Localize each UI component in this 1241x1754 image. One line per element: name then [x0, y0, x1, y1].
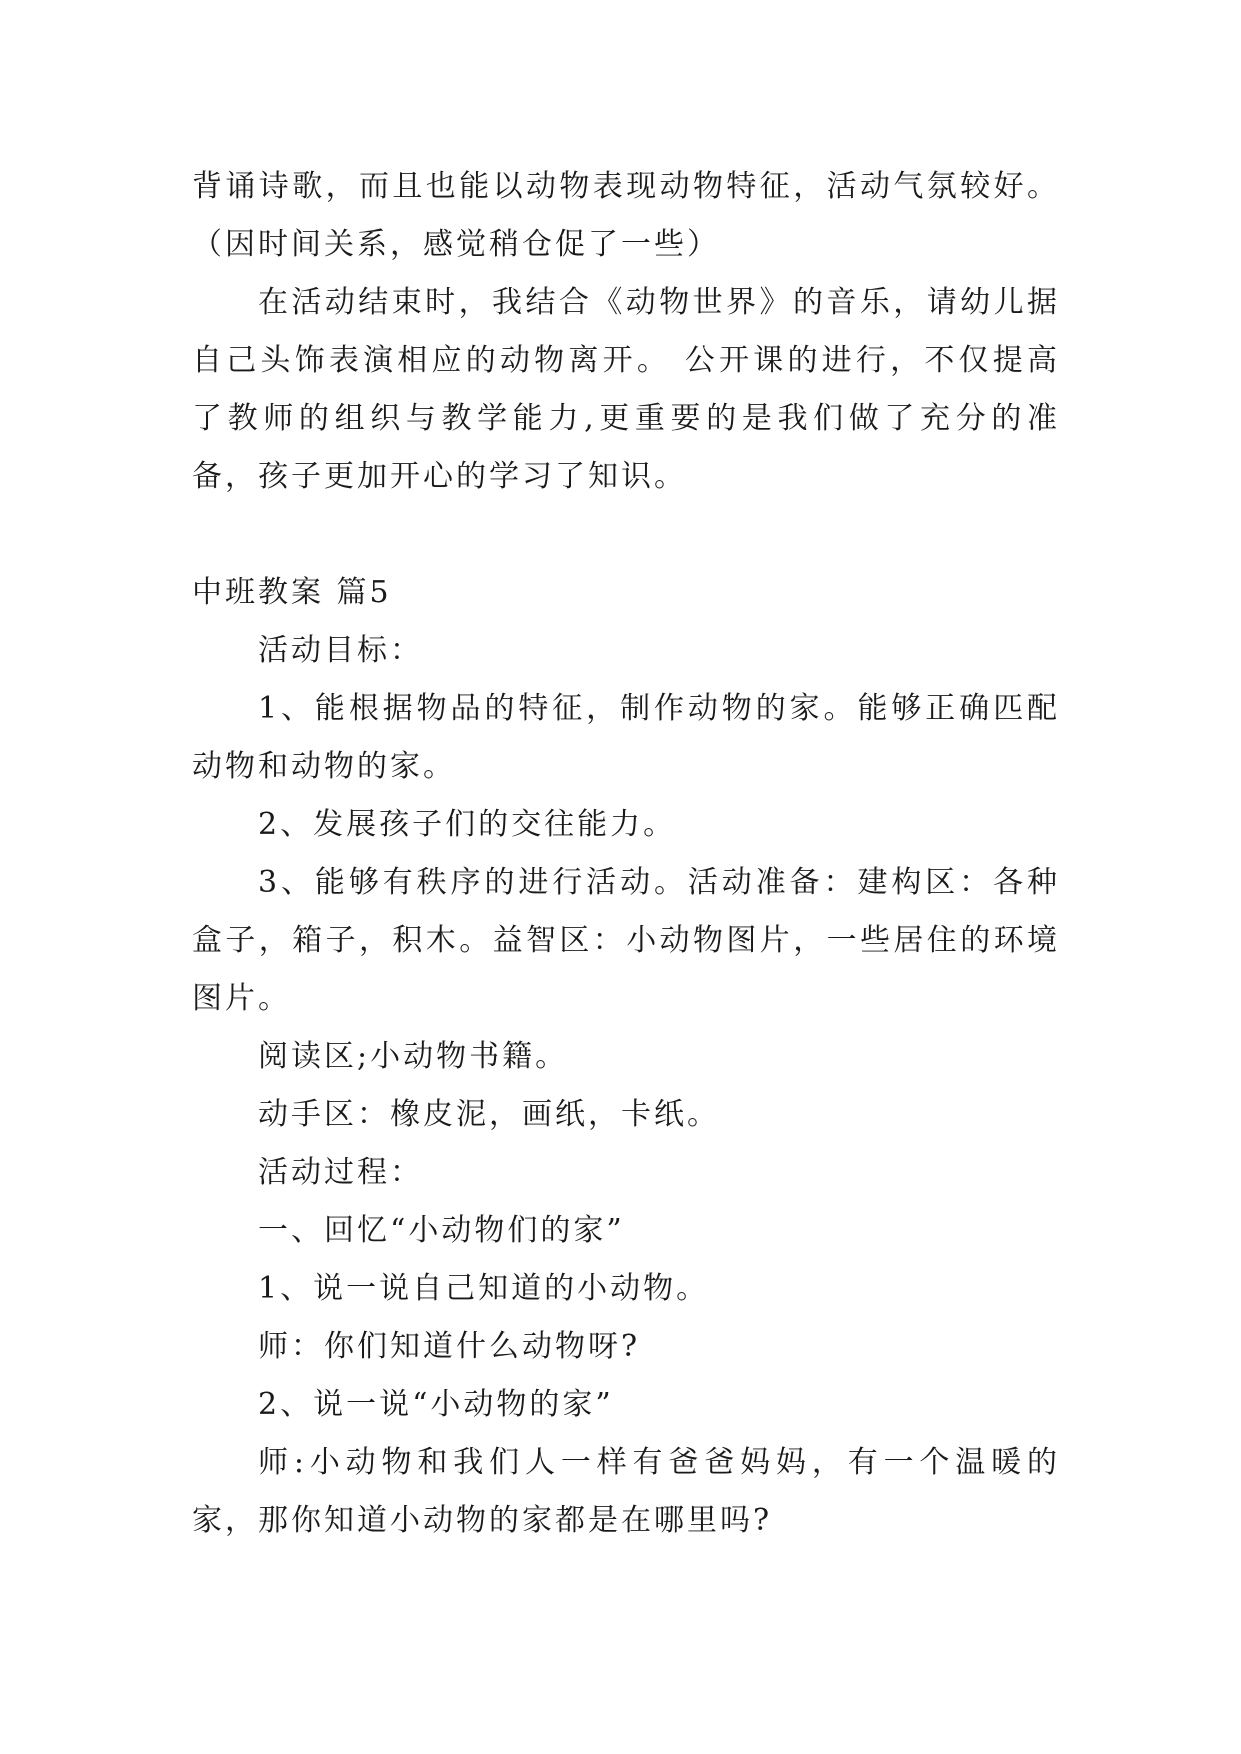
paragraph-teacher-question-2: 师:小动物和我们人一样有爸爸妈妈，有一个温暖的家，那你知道小动物的家都是在哪里吗? [192, 1445, 1060, 1538]
paragraph-goal-2: 2、发展孩子们的交往能力。 [258, 807, 677, 842]
paragraph-goal-3: 3、能够有秩序的进行活动。活动准备：建构区：各种盒子，箱子，积木。益智区：小动物图片，一些居住的环境图片。 [192, 865, 1060, 1016]
paragraph-continuation: 背诵诗歌，而且也能以动物表现动物特征，活动气氛较好。（因时间关系，感觉稍仓促了一些） [192, 169, 1060, 262]
paragraph-craft-area: 动手区：橡皮泥，画纸，卡纸。 [258, 1097, 720, 1132]
section-spacer [192, 506, 1060, 564]
section-title: 中班教案 篇5 [192, 575, 392, 610]
paragraph-process-heading: 活动过程： [258, 1155, 423, 1190]
paragraph-reading-area: 阅读区;小动物书籍。 [258, 1039, 569, 1074]
paragraph-goals-heading: 活动目标： [258, 633, 423, 668]
paragraph-teacher-question-1: 师：你们知道什么动物呀? [258, 1329, 641, 1364]
paragraph-step-1: 一、回忆“小动物们的家” [258, 1213, 625, 1248]
paragraph-goal-1: 1、能根据物品的特征，制作动物的家。能够正确匹配动物和动物的家。 [192, 691, 1060, 784]
paragraph-activity-end: 在活动结束时，我结合《动物世界》的音乐，请幼儿据自己头饰表演相应的动物离开。 公开课的进行，不仅提高了教师的组织与教学能力,更重要的是我们做了充分的准备，孩子更加开心的学习了知识。 [192, 285, 1060, 494]
paragraph-step-1-2: 2、说一说“小动物的家” [258, 1387, 614, 1422]
document-body [192, 158, 1060, 1550]
paragraph-step-1-1: 1、说一说自己知道的小动物。 [258, 1271, 710, 1306]
